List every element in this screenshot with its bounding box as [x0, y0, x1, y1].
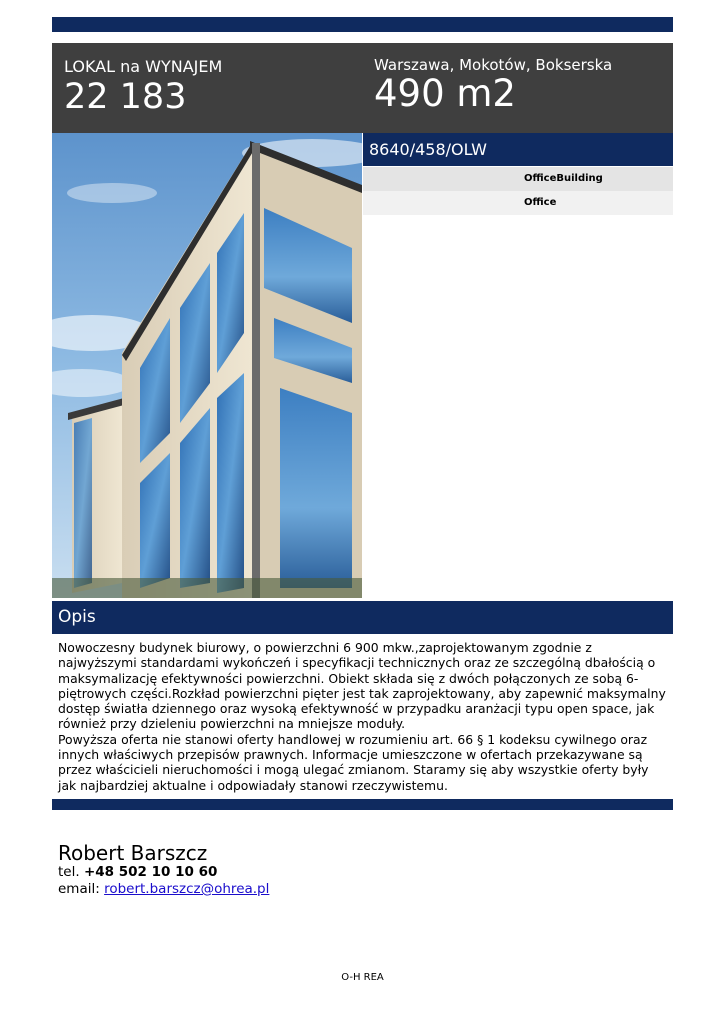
- agent-email-link[interactable]: robert.barszcz@ohrea.pl: [104, 881, 270, 897]
- listing-area: 490 m2: [374, 72, 516, 115]
- listing-type: LOKAL na WYNAJEM: [64, 57, 223, 76]
- disclaimer-paragraph: Powyższa oferta nie stanowi oferty handlowej w rozumieniu art. 66 § 1 kodeksu cywilnego oraz innych właściwych przepisów prawnych. Informacje umieszczone w ofertach przekazywane są przez właścicieli nieruchomości i mogą ulegać zmianom. Staramy się aby wszystkie oferty były jak najbardziej aktualne i odpowiadały stanowi rzeczywistemu.: [58, 731, 649, 793]
- reference-number-bar: [363, 133, 673, 166]
- top-accent-bar: [52, 17, 673, 32]
- description-heading: Opis: [58, 607, 96, 627]
- bottom-accent-bar: [52, 799, 673, 810]
- description-text: [58, 640, 670, 793]
- property-type-row: [363, 191, 673, 215]
- footer-company: O-H REA: [341, 972, 384, 983]
- listing-header: [52, 43, 673, 133]
- description-heading-bar: [52, 601, 673, 634]
- agent-name: Robert Barszcz: [58, 841, 208, 865]
- property-type-value: Office: [524, 197, 557, 208]
- agent-phone-label: tel.: [58, 864, 80, 880]
- agent-phone: [58, 864, 217, 880]
- agent-email: [58, 881, 269, 897]
- agent-email-label: email:: [58, 881, 100, 897]
- description-paragraph: Nowoczesny budynek biurowy, o powierzchni 6 900 mkw.,zaprojektowanym zgodnie z najwyższymi standardami wykończeń i specyfikacji technicznych oraz ze szczególną dbałością o maksymalizację efektywności powierzchni. Obiekt składa się z dwóch połączonych ze sobą 6-piętrowych części.Rozkład powierzchni pięter jest tak zaprojektowany, aby zapewnić maksymalny dostęp światła dziennego oraz wysoką efektywność w przypadku aranżacji typu open space, jak również przy dzieleniu powierzchni na mniejsze moduły.: [58, 640, 666, 732]
- building-type-value: OfficeBuilding: [524, 173, 603, 184]
- building-type-row: [363, 167, 673, 191]
- office-building-photo: [52, 133, 362, 598]
- listing-location: Warszawa, Mokotów, Bokserska: [374, 56, 613, 74]
- agent-phone-number[interactable]: +48 502 10 10 60: [83, 864, 218, 880]
- reference-number: 8640/458/OLW: [369, 140, 487, 159]
- listing-price: 22 183: [64, 77, 187, 117]
